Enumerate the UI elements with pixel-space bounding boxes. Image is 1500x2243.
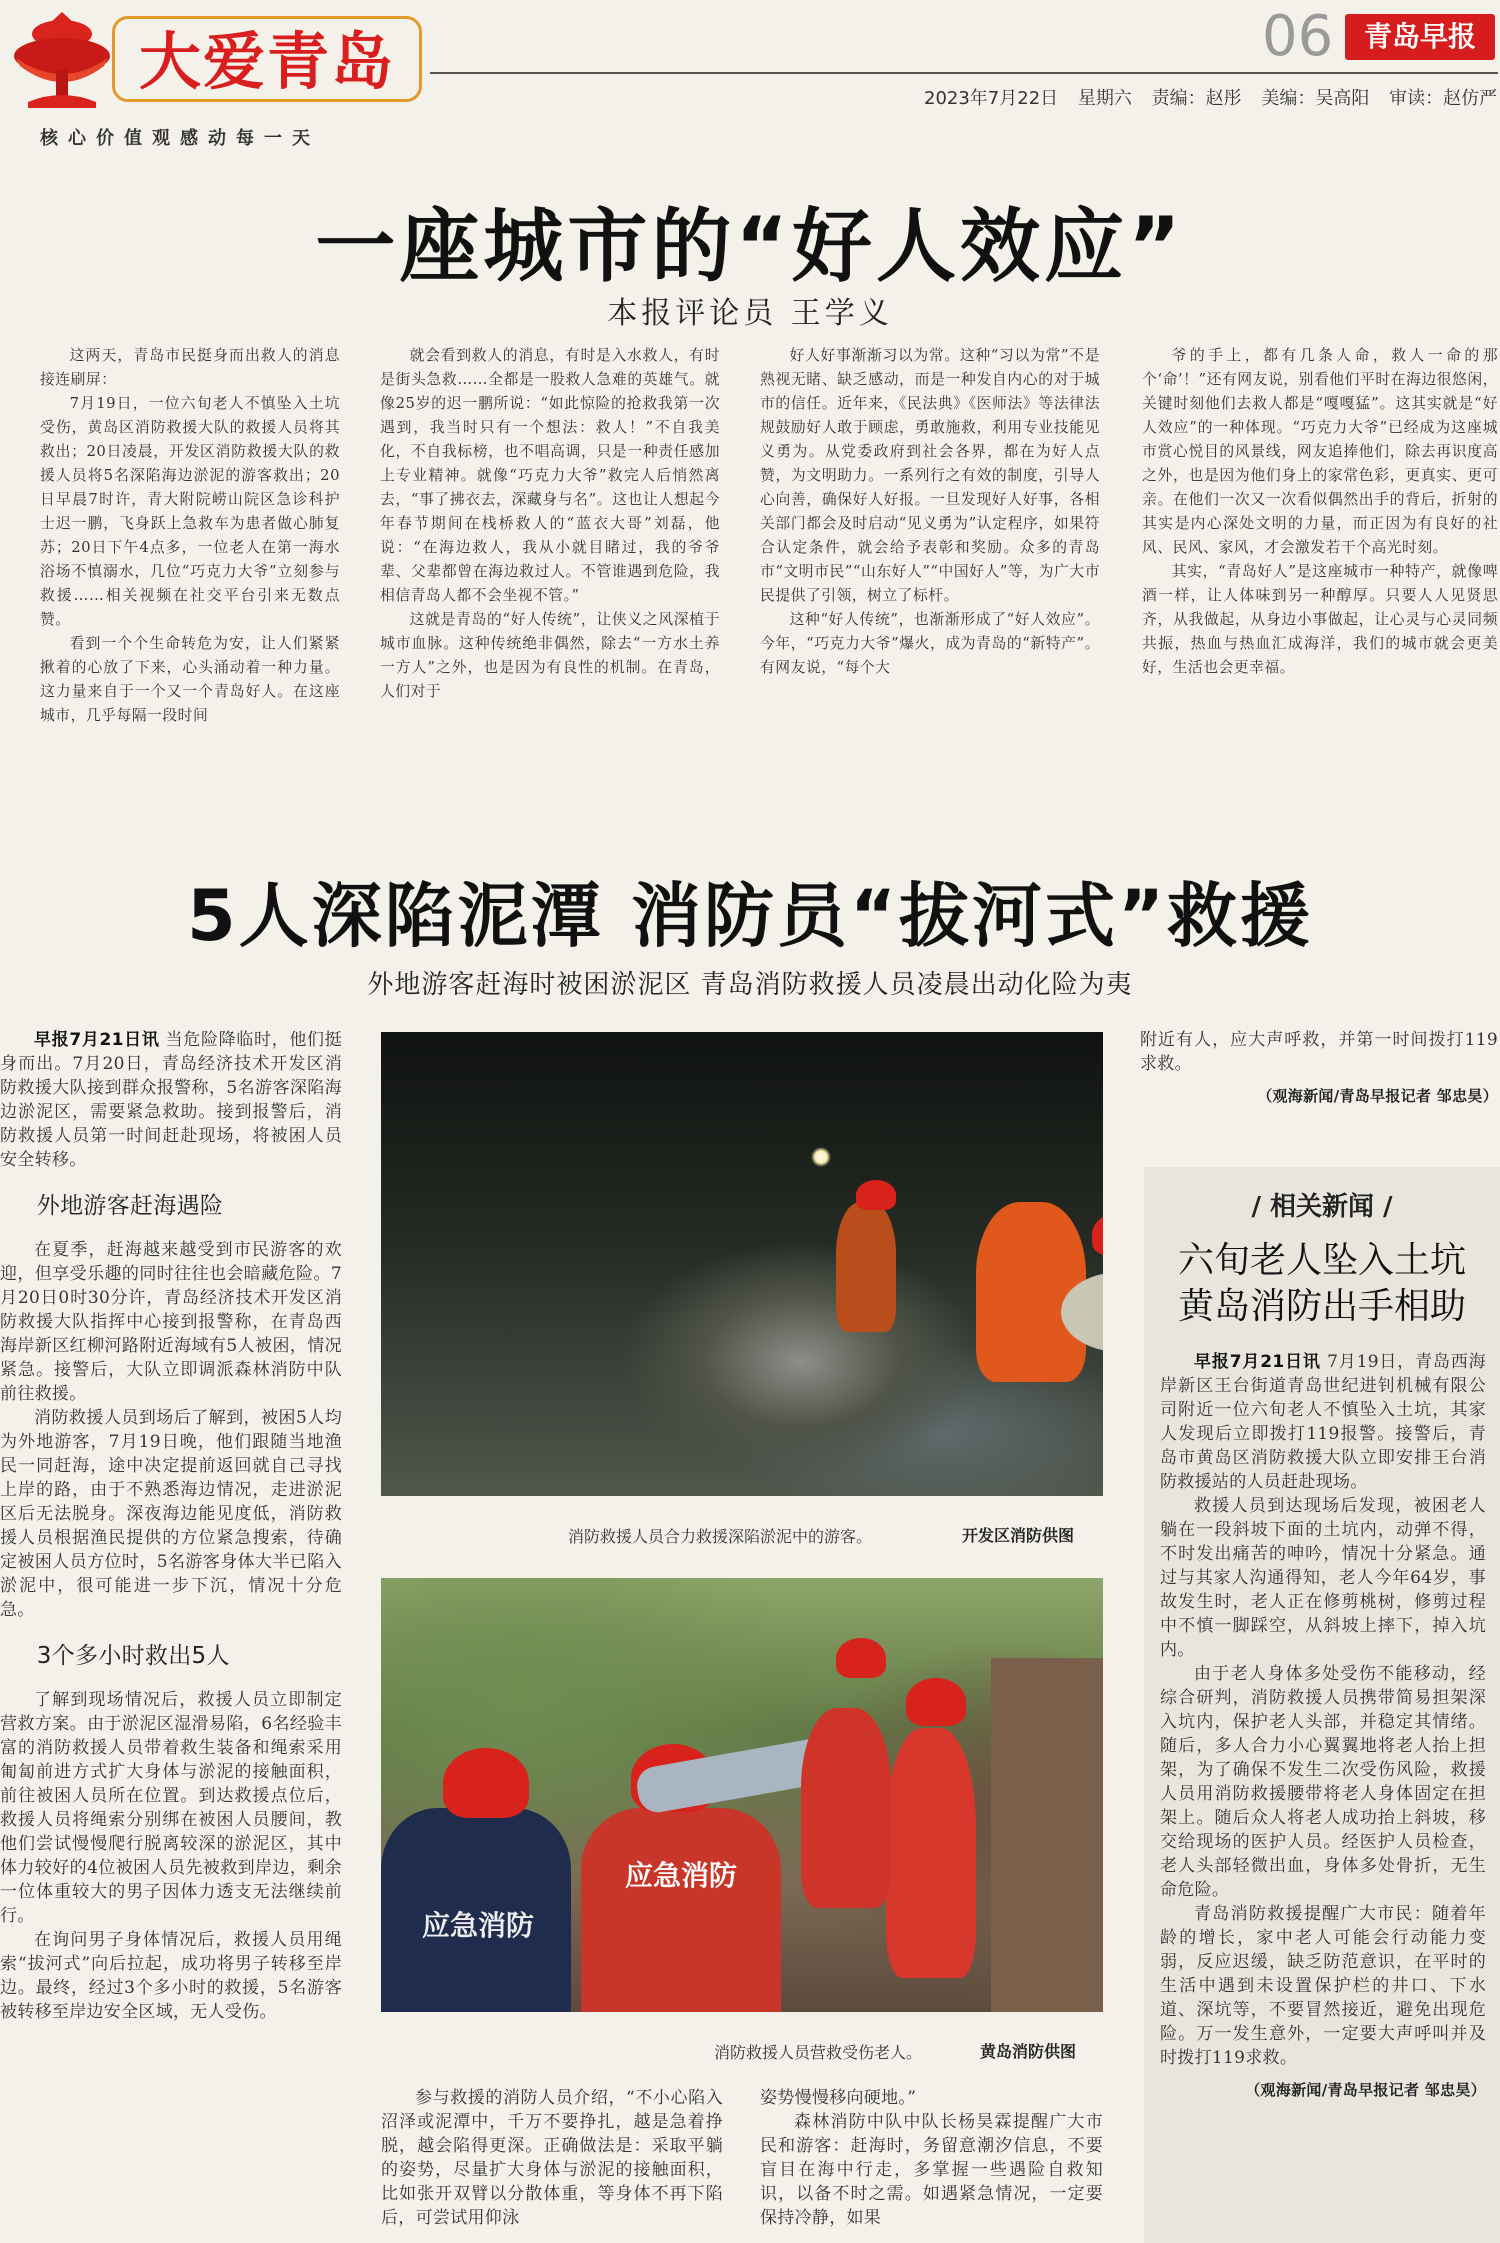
article1-column-4 bbox=[1142, 344, 1498, 788]
lead-paragraph bbox=[1160, 1350, 1486, 1494]
firefighter-back bbox=[381, 1808, 571, 2012]
dateline: 早报7月21日讯 bbox=[34, 1030, 160, 1050]
issue-date: 2023年7月22日 bbox=[924, 88, 1059, 109]
brick-wall bbox=[991, 1658, 1103, 2012]
paragraph: 在询问男子身体情况后，救援人员用绳索“拔河式”向后拉起，成功将男子转移至岸边。最终，经过3个多小时的救援，5名游客被转移至岸边安全区域，无人受伤。 bbox=[0, 1930, 342, 2022]
mud-rescue-photo bbox=[381, 1032, 1103, 1496]
paragraph: 这就是青岛的“好人传统”，让侠义之风深植于城市血脉。这种传统绝非偶然，除去“一方水土养一方人”之外，也是因为有良性的机制。在青岛，人们对于 bbox=[380, 611, 720, 700]
vest-text: 应急消防 bbox=[421, 1909, 534, 1942]
article1-column-1 bbox=[40, 344, 340, 788]
paragraph: 好人好事渐渐习以为常。这种“习以为常”不是熟视无睹、缺乏感动，而是一种发自内心的对于城市的信任。近年来，《民法典》《医师法》等法律法规鼓励好人敢于顾虑，勇敢施救，利用专业技能见义勇为。从党委政府到社会各界，都在为好人点赞，为文明助力。一系列行之有效的制度，引导人心向善，确保好人好报。一旦发现好人好事，各相关部门都会及时启动“见义勇为”认定程序，如果符合认定条件，就会给予表彰和奖励。众多的青岛市“文明市民”“山东好人”“中国好人”等，为广大市民提供了引领，树立了标杆。 bbox=[760, 347, 1100, 604]
paragraph: 附近有人，应大声呼救，并第一时间拨打119求救。 bbox=[1140, 1030, 1498, 1074]
paragraph: 在夏季，赶海越来越受到市民游客的欢迎，但享受乐趣的同时往往也会暗藏危险。7月20日0时30分许，青岛经济技术开发区消防救援大队指挥中心接到报警称，在青岛西海岸新区红柳河路附近海域有5人被困，情况紧急。接警后，大队立即调派森林消防中队前往救援。 bbox=[0, 1240, 342, 1404]
article2-bottom-column-3 bbox=[760, 2086, 1103, 2243]
designer-credit: 美编：吴高阳 bbox=[1261, 88, 1370, 109]
paragraph: 看到一个个生命转危为安，让人们紧紧揪着的心放了下来，心头涌动着一种力量。这力量来自于一个又一个青岛好人。在这座城市，几乎每隔一段时间 bbox=[40, 635, 340, 724]
article2-bottom-column-2 bbox=[381, 2086, 723, 2243]
lead-paragraph bbox=[0, 1028, 342, 1172]
related-news-credit: （观海新闻/青岛早报记者 邹忠昊） bbox=[1245, 2081, 1486, 2099]
helmet-icon bbox=[856, 1180, 896, 1210]
helmet-icon bbox=[906, 1678, 966, 1726]
related-news-body bbox=[1160, 1350, 1486, 2243]
article1-column-2 bbox=[380, 344, 720, 788]
issue-weekday: 星期六 bbox=[1077, 88, 1132, 109]
newspaper-brand: 青岛早报 bbox=[1345, 14, 1495, 60]
paragraph: 其实，“青岛好人”是这座城市一种特产，就像啤酒一样，让人体味到另一种醇厚。只要人人见贤思齐，从我做起，从身边小事做起，让心灵与心灵同频共振，热血与热血汇成海洋，我们的城市就会更美好，生活也会更幸福。 bbox=[1142, 563, 1498, 676]
related-headline-line-1: 六旬老人坠入土坑 bbox=[1177, 1240, 1466, 1281]
issue-info bbox=[924, 84, 1500, 110]
paragraph: 就会看到救人的消息，有时是入水救人，有时是街头急救……全都是一股救人急难的英雄气。就像25岁的迟一鹏所说：“如此惊险的抢救我第一次遇到，我当时只有一个想法：救人！”不自我美化，不自我标榜，也不唱高调，只是一种责任感加上专业精神。就像“巧克力大爷”救完人后悄然离去，“事了拂衣去，深藏身与名”。这也让人想起今年春节期间在栈桥救人的“蓝衣大哥”刘磊，他说：“在海边救人，我从小就目睹过，我的爷爷辈、父辈都曾在海边救过人。不管谁遇到危险，我相信青岛人都不会坐视不管。” bbox=[380, 347, 720, 604]
paragraph: 参与救援的消防人员介绍，“不小心陷入沼泽或泥潭中，千万不要挣扎，越是急着挣脱，越会陷得更深。正确做法是：采取平躺的姿势，尽量扩大身体与淤泥的接触面积，比如张开双臂以分散体重，等身体不再下陷后，可尝试用仰泳 bbox=[381, 2088, 723, 2228]
article2-left-column bbox=[0, 1028, 342, 2243]
related-headline-line-2: 黄岛消防出手相助 bbox=[1177, 1286, 1466, 1327]
paragraph: 救援人员到达现场后发现，被困老人躺在一段斜坡下面的土坑内，动弹不得，不时发出痛苦的呻吟，情况十分紧急。通过与其家人沟通得知，老人今年64岁，事故发生时，老人正在修剪桃树，修剪过程中不慎一脚踩空，从斜坡上摔下，掉入坑内。 bbox=[1160, 1496, 1486, 1660]
paragraph: 7月19日，一位六旬老人不慎坠入土坑受伤，黄岛区消防救援大队的救援人员将其救出；20日凌晨，开发区消防救援大队的救援人员将5名深陷海边淤泥的游客救出；20日早晨7时许，青大附院崂山院区急诊科护士迟一鹏，飞身跃上急救车为患者做心肺复苏；20日下午4点多，一位老人在第一海水浴场不慎溺水，几位“巧克力大爷”立刻参与救援……相关视频在社交平台引来无数点赞。 bbox=[40, 395, 340, 628]
pit-rescue-photo bbox=[381, 1578, 1103, 2012]
paragraph: 这种“好人传统”，也渐渐形成了“好人效应”。今年，“巧克力大爷”爆火，成为青岛的“新特产”。有网友说，“每个大 bbox=[760, 611, 1100, 676]
article1-byline: 本报评论员 王学义 bbox=[607, 296, 893, 331]
paragraph: 了解到现场情况后，救援人员立即制定营救方案。由于淤泥区湿滑易陷，6名经验丰富的消防救援人员带着救生装备和绳索采用匍匐前进方式扩大身体与淤泥的接触面积，前往被困人员所在位置。到达救援点位后，救援人员将绳索分别绑在被困人员腰间，教他们尝试慢慢爬行脱离较深的淤泥区，其中体力较好的4位被困人员先被救到岸边，剩余一位体重较大的男子因体力透支无法继续前行。 bbox=[0, 1690, 342, 1926]
paragraph: 青岛消防救援提醒广大市民：随着年龄的增长，家中老人可能会行动能力变弱，反应迟缓，缺乏防范意识，在平时的生活中遇到未设置保护栏的井口、下水道、深坑等，不要冒然接近，避免出现危险。万一发生意外，一定要大声呼叫并及时拨打119求救。 bbox=[1160, 1904, 1486, 2068]
paragraph: 爷的手上，都有几条人命，救人一命的那个‘命’！”还有网友说，别看他们平时在海边很悠闲，关键时刻他们去救人都是“嘎嘎猛”。这其实就是“好人效应”的一种体现。“巧克力大爷”已经成为这座城市赏心悦目的风景线，网友追捧他们，除去再识度高之外，也是因为他们身上的家常色彩，更真实、更可亲。在他们一次又一次看似偶然出手的背后，折射的其实是内心深处文明的力量，而正因为有良好的社风、民风、家风，才会激发若干个高光时刻。 bbox=[1142, 347, 1498, 556]
photo-1-credit: 开发区消防供图 bbox=[962, 1526, 1075, 1545]
vest-text: 应急消防 bbox=[624, 1859, 737, 1892]
paragraph: 消防救援人员到场后了解到，被困5人均为外地游客，7月19日晚，他们跟随当地渔民一同赶海，途中决定提前返回就自己寻找上岸的路，由于不熟悉海边情况，走进淤泥区后无法脱身。深夜海边能见度低，消防救援人员根据渔民提供的方位紧急搜索，待确定被困人员方位时，5名游客身体大半已陷入淤泥中，很可能进一步下沉，情况十分危急。 bbox=[0, 1408, 342, 1620]
editor-credit: 责编：赵彤 bbox=[1151, 88, 1242, 109]
photo-1-caption: 消防救援人员合力救援深陷淤泥中的游客。 bbox=[568, 1527, 873, 1546]
helmet-icon bbox=[1092, 1212, 1103, 1256]
firefighter-figure bbox=[886, 1728, 976, 1978]
photo-2-caption: 消防救援人员营救受伤老人。 bbox=[714, 2043, 923, 2062]
article2-headline: 5人深陷泥潭 消防员“拔河式”救援 bbox=[186, 875, 1314, 957]
section-title: 大爱青岛 bbox=[112, 16, 422, 102]
related-news-headline bbox=[1150, 1238, 1494, 1330]
proofreader-credit: 审读：赵仿严 bbox=[1389, 88, 1498, 109]
page-number: 06 bbox=[1262, 4, 1334, 69]
subhead-1: 外地游客赶海遇险 bbox=[36, 1193, 224, 1219]
paragraph: 姿势慢慢移向硬地。” bbox=[760, 2088, 917, 2108]
helmet-icon bbox=[443, 1748, 529, 1818]
paragraph: 这两天，青岛市民挺身而出救人的消息接连刷屏： bbox=[40, 347, 340, 388]
header-divider bbox=[430, 72, 1498, 74]
firefighter-figure bbox=[836, 1202, 896, 1332]
firefighter-back bbox=[581, 1808, 781, 2012]
photo-2-credit: 黄岛消防供图 bbox=[980, 2042, 1077, 2061]
article2-right-column bbox=[1140, 1028, 1498, 1148]
lead-text: 7月19日，青岛西海岸新区王台街道青岛世纪进钊机械有限公司附近一位六旬老人不慎坠入土坑，其家人发现后立即拨打119报警。接警后，青岛市黄岛区消防救援大队立即安排王台消防救援站的人员赶赴现场。 bbox=[1160, 1352, 1486, 1492]
helmet-icon bbox=[836, 1638, 886, 1678]
related-news-label: / 相关新闻 / bbox=[1251, 1192, 1393, 1222]
paragraph: 由于老人身体多处受伤不能移动，经综合研判，消防救援人员携带简易担架深入坑内，保护老人头部，并稳定其情绪。随后，多人合力小心翼翼地将老人抬上担架，为了确保不发生二次受伤风险，救援人员用消防救援腰带将老人身体固定在担架上。随后众人将老人成功抬上斜坡，移交给现场的医护人员。经医护人员检查，老人头部轻微出血，身体多处骨折，无生命危险。 bbox=[1160, 1664, 1486, 1900]
lead-text: 当危险降临时，他们挺身而出。7月20日，青岛经济技术开发区消防救援大队接到群众报警称，5名游客深陷海边淤泥区，需要紧急救助。接到报警后，消防救援人员第一时间赶赴现场，将被困人员安全转移。 bbox=[0, 1030, 342, 1170]
firefighter-figure bbox=[801, 1708, 891, 1908]
article1-column-3 bbox=[760, 344, 1100, 788]
paragraph: 森林消防中队中队长杨昊霖提醒广大市民和游客：赶海时，务留意潮汐信息，不要盲目在海中行走，多掌握一些遇险自救知识，以备不时之需。如遇紧急情况，一定要保持冷静，如果 bbox=[760, 2112, 1103, 2228]
article2-subheadline: 外地游客赶海时被困淤泥区 青岛消防救援人员凌晨出动化险为夷 bbox=[367, 970, 1133, 1000]
section-slogan: 核心价值观感动每一天 bbox=[40, 128, 320, 149]
subhead-2: 3个多小时救出5人 bbox=[36, 1643, 230, 1669]
article2-credit: （观海新闻/青岛早报记者 邹忠昊） bbox=[1257, 1087, 1498, 1105]
logo-emblem-icon bbox=[8, 8, 116, 112]
dateline: 早报7月21日讯 bbox=[1194, 1352, 1321, 1372]
article1-headline: 一座城市的“好人效应” bbox=[315, 200, 1185, 293]
